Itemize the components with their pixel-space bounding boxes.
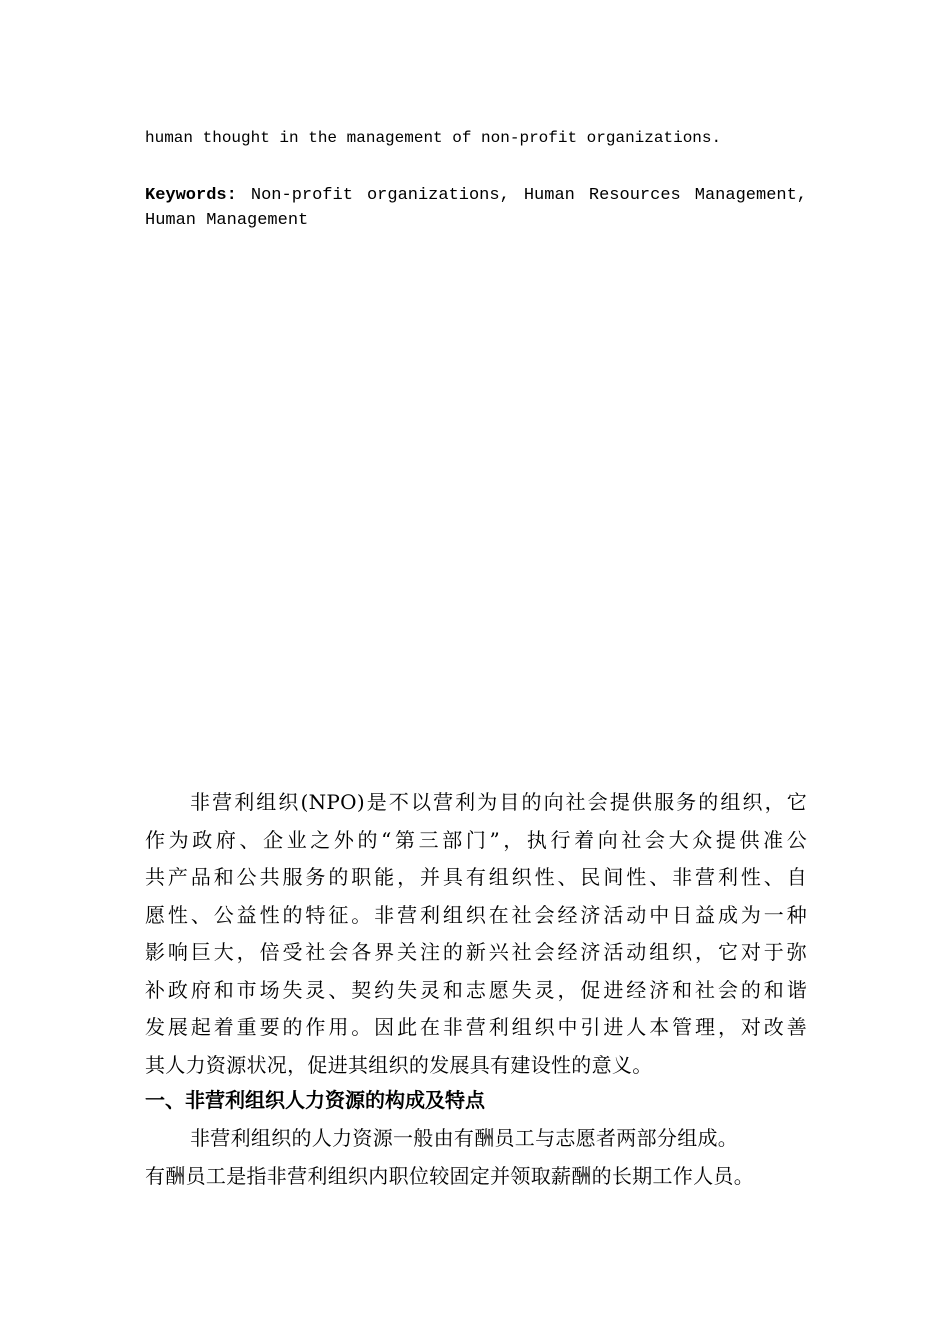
intro-line: 非营利组织(NPO)是不以营利为目的向社会提供服务的组织，它 [190, 790, 807, 814]
keywords-text: Non-profit organizations, Human Resources Management, Human Management [145, 186, 807, 230]
intro-line: 补政府和市场失灵、契约失灵和志愿失灵，促进经济和社会的和谐 [145, 977, 807, 1002]
intro-line: 共产品和公共服务的职能，并具有组织性、民间性、非营利性、自 [145, 865, 807, 889]
abstract-last-line: human thought in the management of non-profit organizations. [145, 129, 722, 147]
intro-line: 愿性、公益性的特征。非营利组织在社会经济活动中日益成为一种 [145, 902, 807, 927]
intro-paragraph [145, 784, 807, 1084]
intro-line: 作为政府、企业之外的“第三部门”，执行着向社会大众提供准公 [145, 827, 807, 852]
keywords-paragraph [145, 183, 807, 233]
intro-line: 影响巨大，倍受社会各界关注的新兴社会经济活动组织，它对于弥 [145, 940, 807, 964]
section-heading: 一、非营利组织人力资源的构成及特点 [145, 1088, 485, 1112]
intro-line: 其人力资源状况，促进其组织的发展具有建设性的意义。 [145, 1052, 653, 1077]
keywords-label: Keywords: [145, 186, 237, 205]
section1-line: 有酬员工是指非营利组织内职位较固定并领取薪酬的长期工作人员。 [145, 1163, 754, 1188]
section1-line: 非营利组织的人力资源一般由有酬员工与志愿者两部分组成。 [190, 1126, 739, 1150]
section1-paragraph [145, 1120, 821, 1195]
intro-line: 发展起着重要的作用。因此在非营利组织中引进人本管理，对改善 [145, 1015, 807, 1039]
